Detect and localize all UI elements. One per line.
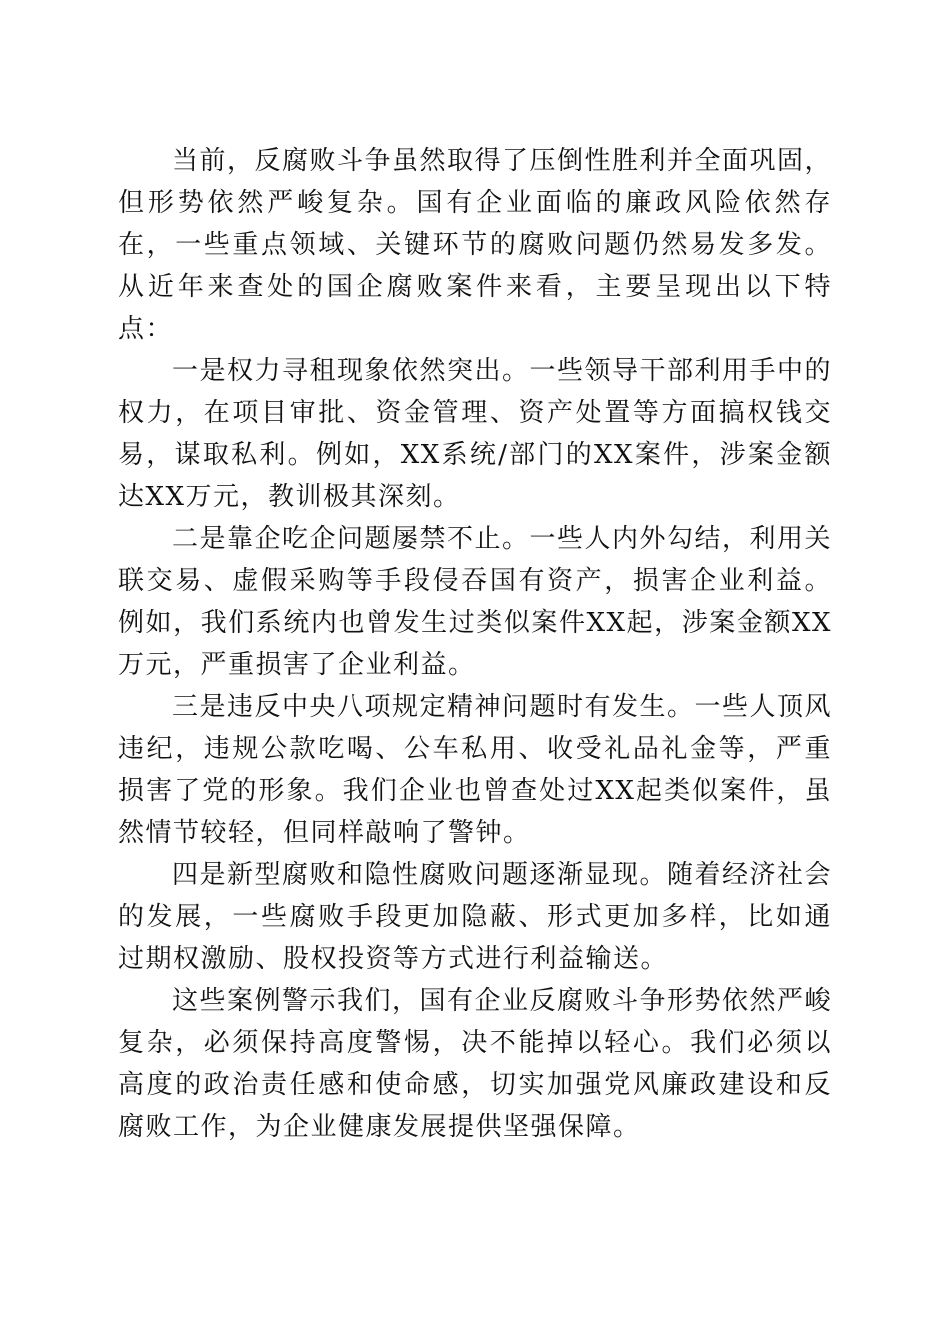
paragraph-point-3: 三是违反中央八项规定精神问题时有发生。一些人顶风违纪，违规公款吃喝、公车私用、收受礼品礼金等，严重损害了党的形象。我们企业也曾查处过XX起类似案件，虽然情节较轻，但同样敲响了警钟。 [118,692,833,848]
paragraph-point-1: 一是权力寻租现象依然突出。一些领导干部利用手中的权力，在项目审批、资金管理、资产处置等方面搞权钱交易，谋取私利。例如，XX系统/部门的XX案件，涉案金额达XX万元，教训极其深刻。 [118,356,833,512]
document-body [118,140,832,1148]
paragraph-intro: 当前，反腐败斗争虽然取得了压倒性胜利并全面巩固，但形势依然严峻复杂。国有企业面临的廉政风险依然存在，一些重点领域、关键环节的腐败问题仍然易发多发。从近年来查处的国企腐败案件来看，主要呈现出以下特点： [118,146,833,344]
paragraph-point-2: 二是靠企吃企问题屡禁不止。一些人内外勾结，利用关联交易、虚假采购等手段侵吞国有资产，损害企业利益。例如，我们系统内也曾发生过类似案件XX起，涉案金额XX万元，严重损害了企业利益。 [118,524,833,680]
paragraph-point-4: 四是新型腐败和隐性腐败问题逐渐显现。随着经济社会的发展，一些腐败手段更加隐蔽、形式更加多样，比如通过期权激励、股权投资等方式进行利益输送。 [118,860,833,974]
paragraph-conclusion: 这些案例警示我们，国有企业反腐败斗争形势依然严峻复杂，必须保持高度警惕，决不能掉以轻心。我们必须以高度的政治责任感和使命感，切实加强党风廉政建设和反腐败工作，为企业健康发展提供坚强保障。 [118,986,833,1142]
